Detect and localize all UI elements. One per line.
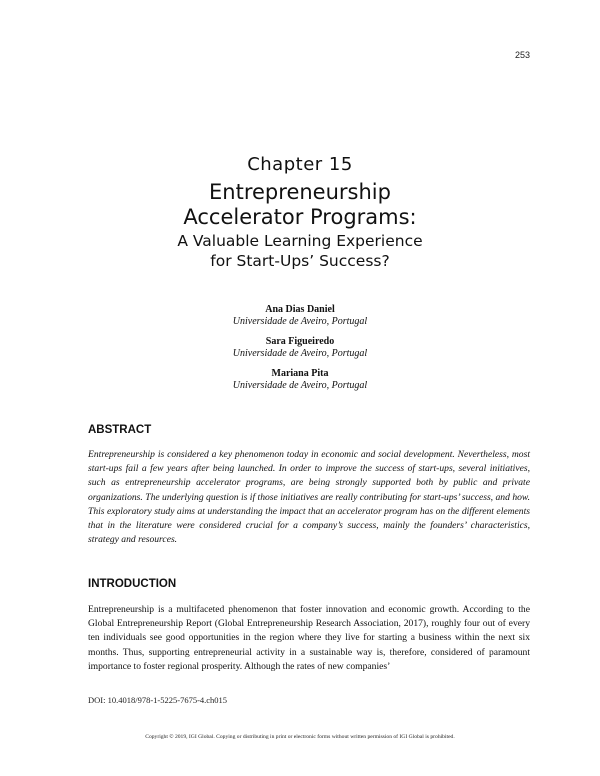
subtitle [0, 231, 600, 271]
main-title-line: Entrepreneurship [209, 180, 391, 204]
subtitle-line: A Valuable Learning Experience [177, 232, 423, 250]
author-list [0, 304, 600, 400]
introduction-heading: INTRODUCTION [88, 578, 177, 590]
abstract-heading: ABSTRACT [88, 424, 152, 436]
author-name: Mariana Pita [271, 368, 329, 379]
author [0, 368, 600, 392]
chapter-label: Chapter 15 [247, 154, 353, 175]
main-title-line: Accelerator Programs: [183, 205, 417, 229]
author-affiliation: Universidade de Aveiro, Portugal [232, 316, 368, 327]
author [0, 304, 600, 328]
author-name: Ana Dias Daniel [265, 304, 335, 315]
chapter-title-block [0, 154, 600, 271]
abstract-text: Entrepreneurship is considered a key phenomenon today in economic and social development. Nevertheless, most start-ups fail a few years after being launched. In order to improve the success of start-ups, several initiatives, such as entrepreneurship accelerator programs, are being strongly supported both by public and private organizations. The underlying question is if those initiatives are really contributing for start-ups’ success, and how. This exploratory study aims at understanding the impact that an accelerator program has on the different elements that in the literature were considered crucial for a company’s success, mainly the founders’ characteristics, strategy and resources. [88, 449, 530, 546]
author-name: Sara Figueiredo [265, 336, 335, 347]
subtitle-line: for Start-Ups’ Success? [210, 252, 390, 270]
introduction-text: Entrepreneurship is a multifaceted phenomenon that foster innovation and economic growth. According to the Global Entrepreneurship Report (Global Entrepreneurship Research Association, 2017), roughly four out of every ten individuals see good opportunities in the region where they live for starting a business within the next six months. Thus, supporting entrepreneurial activity in a sustainable way is, therefore, considered of paramount importance to foster regional prosperity. Although the rates of new companies’ [88, 604, 530, 672]
author-affiliation: Universidade de Aveiro, Portugal [232, 380, 368, 391]
author-affiliation: Universidade de Aveiro, Portugal [232, 348, 368, 359]
page-number: 253 [514, 50, 530, 60]
doi-line: DOI: 10.4018/978-1-5225-7675-4.ch015 [88, 695, 228, 705]
copyright-notice: Copyright © 2019, IGI Global. Copying or distributing in print or electronic forms without written permission of IGI Global is prohibited. [145, 734, 455, 740]
author [0, 336, 600, 360]
main-title [0, 180, 600, 230]
